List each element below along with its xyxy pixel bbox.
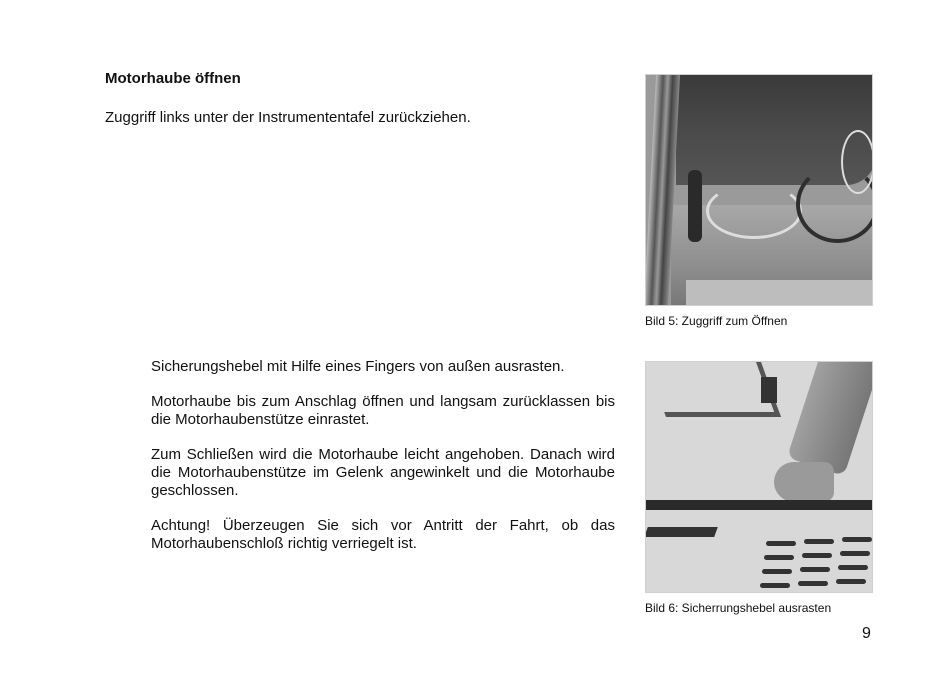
grille-slot xyxy=(802,553,832,558)
hood-release-pull-handle-photo xyxy=(645,74,873,306)
figure-5 xyxy=(645,74,873,328)
grille-shape xyxy=(764,537,873,593)
section-heading: Motorhaube öffnen xyxy=(105,70,241,87)
figure-caption: Bild 6: Sicherrungshebel ausrasten xyxy=(645,601,832,615)
grille-slot xyxy=(836,579,866,584)
step-shape xyxy=(686,280,873,306)
grille-slot xyxy=(764,555,794,560)
wire-shape xyxy=(706,183,802,239)
hand-shape xyxy=(774,462,834,502)
grille-slot xyxy=(760,583,790,588)
figure-caption: Bild 5: Zuggriff zum Öffnen xyxy=(645,314,788,328)
grille-slot xyxy=(800,567,830,572)
hood-safety-catch-photo xyxy=(645,361,873,593)
wire-shape xyxy=(841,130,873,194)
instructions-body xyxy=(151,358,615,570)
paragraph: Motorhaube bis zum Anschlag öffnen und langsam zurücklassen bis die Motorhaubenstütze einrastet. xyxy=(151,393,615,428)
grille-slot xyxy=(840,551,870,556)
brand-badge-shape xyxy=(645,527,718,537)
pull-handle-shape xyxy=(688,170,702,242)
paragraph: Zum Schließen wird die Motorhaube leicht angehoben. Danach wird die Motorhaubenstütze im Gelenk angewinkelt und die Motorhaube geschlossen. xyxy=(151,446,615,499)
mirror-shape xyxy=(761,377,777,403)
grille-slot xyxy=(762,569,792,574)
page-number: 9 xyxy=(862,625,871,642)
arm-shape xyxy=(787,361,873,476)
grille-slot xyxy=(842,537,872,542)
grille-slot xyxy=(838,565,868,570)
grille-slot xyxy=(798,581,828,586)
paragraph: Achtung! Überzeugen Sie sich vor Antritt der Fahrt, ob das Motorhaubenschloß richtig verriegelt ist. xyxy=(151,517,615,552)
grille-slot xyxy=(804,539,834,544)
paragraph: Sicherungshebel mit Hilfe eines Fingers von außen ausrasten. xyxy=(151,358,565,375)
intro-text: Zuggriff links unter der Instrumententafel zurückziehen. xyxy=(105,109,471,126)
figure-6 xyxy=(645,361,873,615)
grille-slot xyxy=(766,541,796,546)
hood-seam-shape xyxy=(646,500,873,510)
